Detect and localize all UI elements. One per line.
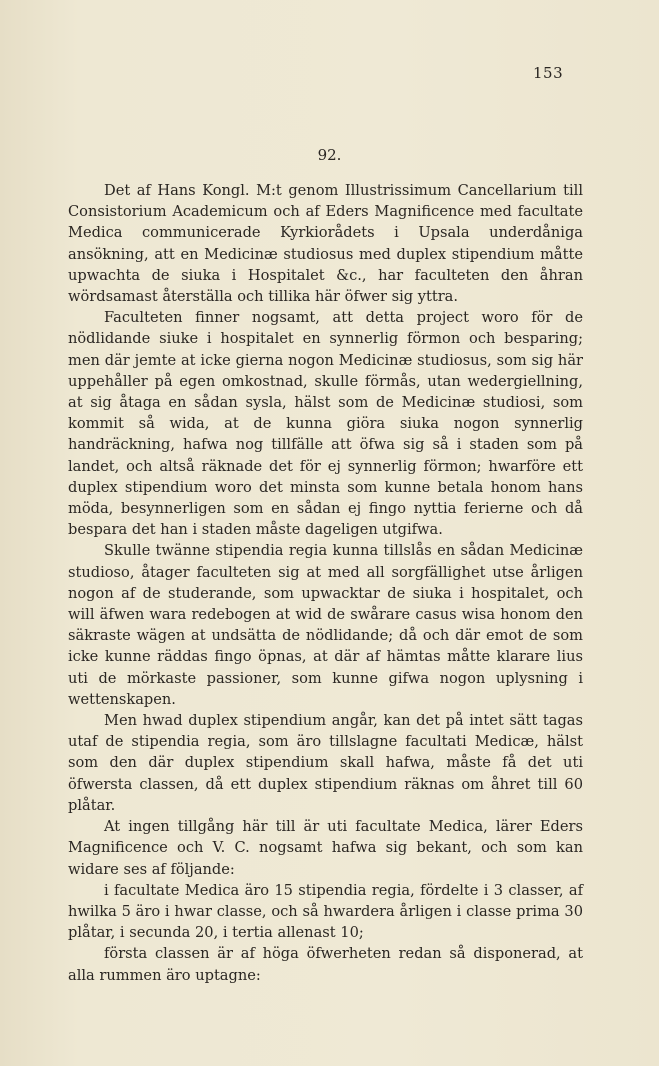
paragraph: Det af Hans Kongl. M:t genom Illustrissimum Cancellarium till Consistorium Academicum och af Eders Magnificence med facultate Medica communicerade Kyrkiorådets i Upsala underdåniga ansökning, att en Medicinæ studiosus med duplex stipendium måtte upwachta de siuka i Hospitalet &c., har faculteten den åhran wördsamast återställa och tillika här öfwer sig yttra.: [68, 182, 583, 306]
paragraph: Men hwad duplex stipendium angår, kan det på intet sätt tagas utaf de stipendia regia, som äro tillslagne facultati Medicæ, hälst som den där duplex stipendium skall hafwa, måste få det uti öfwersta classen, då ett duplex stipendium räknas om åhret till 60 plåtar.: [68, 712, 583, 814]
paragraph: Faculteten finner nogsamt, att detta project woro för de nödlidande siuke i hospitalet en synnerlig förmon och besparing; men där jemte at icke gierna nogon Medicinæ studiosus, som sig här uppehåller på egen omkostnad, skulle förmås, utan wedergiellning, at sig åtaga en sådan sysla, hälst som de Medicinæ studiosi, som kommit så wida, at de kunna giöra siuka nogon synnerlig handräckning, hafwa nog tillfälle att öfwa sig så i staden som på landet, och altså räknade det för ej synnerlig förmon; hwarföre ett duplex stipendium woro det minsta som kunne betala honom hans möda, besynnerligen som en sådan ej fingo nyttia ferierne och då bespara det han i staden måste dageligen utgifwa.: [68, 309, 583, 539]
section-number: 92.: [317, 146, 342, 164]
paragraph: i facultate Medica äro 15 stipendia regia, fördelte i 3 classer, af hwilka 5 äro i hwar classe, och så hwardera årligen i classe prima 30 plåtar, i secunda 20, i tertia allenast 10;: [68, 881, 583, 942]
paragraph: At ingen tillgång här till är uti facultate Medica, lärer Eders Magnificence och V. C. nogsamt hafwa sig bekant, och som kan widare ses af följande:: [68, 818, 583, 878]
body-text: [68, 180, 583, 986]
paragraph: Skulle twänne stipendia regia kunna tillslås en sådan Medicinæ studioso, åtager faculteten sig at med all sorgfällighet utse årligen nogon af de studerande, som upwacktar de siuka i hospitalet, och will äfwen wara redebogen at wid de swårare casus wisa honom den säkraste wägen at undsätta de nödlidande; då och där emot de som icke kunne räddas fingo öpnas, at där af hämtas måtte klarare lius uti de mörkaste passioner, som kunne gifwa nogon uplysning i wettenskapen.: [68, 542, 583, 708]
paragraph: första classen är af höga öfwerheten redan så disponerad, at alla rummen äro uptagne:: [68, 945, 583, 984]
page-number: 153: [533, 64, 564, 82]
